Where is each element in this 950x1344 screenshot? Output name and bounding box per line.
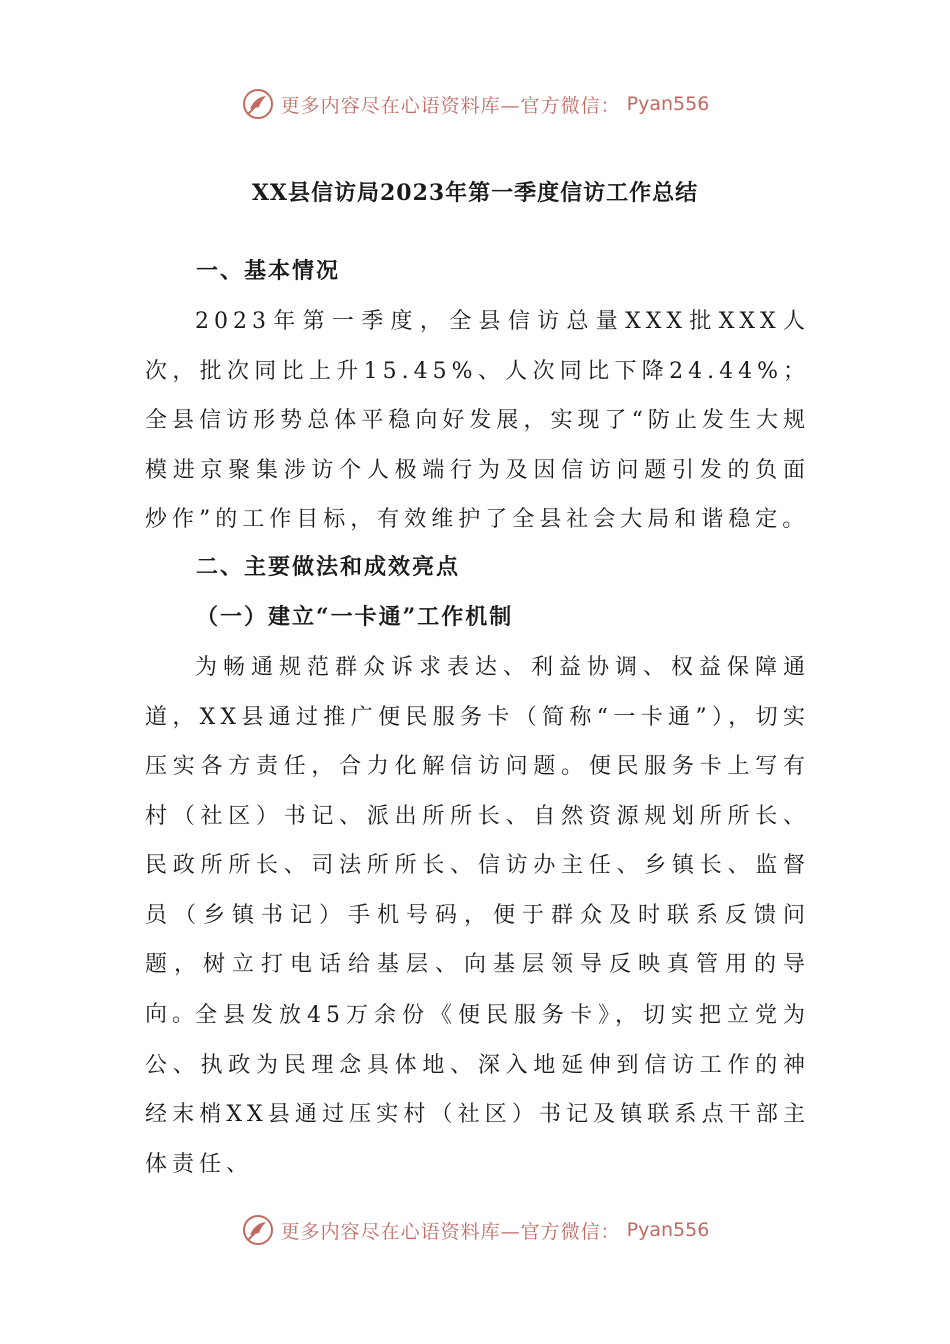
subsection1-heading: （一）建立“一卡通”工作机制 — [196, 604, 514, 630]
section1-heading: 一、基本情况 — [196, 258, 341, 284]
pen-seal-icon — [241, 87, 275, 121]
subsection1-paragraph-1: 为畅通规范群众诉求表达、利益协调、权益保障通道，XX县通过推广便民服务卡（简称“一卡通”），切实压实各方责任，合力化解信访问题。便民服务卡上写有村（社区）书记、派出所所长、自然资源规划所所长、民政所所长、司法所所长、信访办主任、乡镇长、监督员（乡镇书记）手机号码，便于群众及时联系反馈问题，树立打电话给基层、向基层领导反映真管用的导向。 — [145, 655, 810, 1027]
watermark-text: 更多内容尽在心语资料库—官方微信： — [280, 94, 621, 117]
watermark-id: Pyan556 — [626, 1219, 710, 1241]
subsection1-paragraph-2: 全县发放45万余份《便民服务卡》，切实把立党为公、执政为民理念具体地、深入地延伸到信访工作的神经末梢XX县通过压实村（社区）书记及镇联系点干部主体责任、 — [145, 1003, 810, 1177]
section1-paragraph: 2023年第一季度，全县信访总量XXX批XXX人次，批次同比上升15.45%、人次同比下降24.44%；全县信访形势总体平稳向好发展，实现了“防止发生大规模进京聚集涉访个人极端行为及因信访问题引发的负面炒作”的工作目标，有效维护了全县社会大局和谐稳定。 — [145, 309, 810, 532]
watermark-id: Pyan556 — [626, 93, 710, 115]
section2-heading: 二、主要做法和成效亮点 — [196, 554, 461, 580]
watermark-text: 更多内容尽在心语资料库—官方微信： — [280, 1220, 621, 1243]
header-watermark — [0, 82, 950, 126]
document-title: XX县信访局2023年第一季度信访工作总结 — [251, 180, 699, 206]
footer-watermark — [0, 1208, 950, 1252]
pen-seal-icon — [241, 1213, 275, 1247]
